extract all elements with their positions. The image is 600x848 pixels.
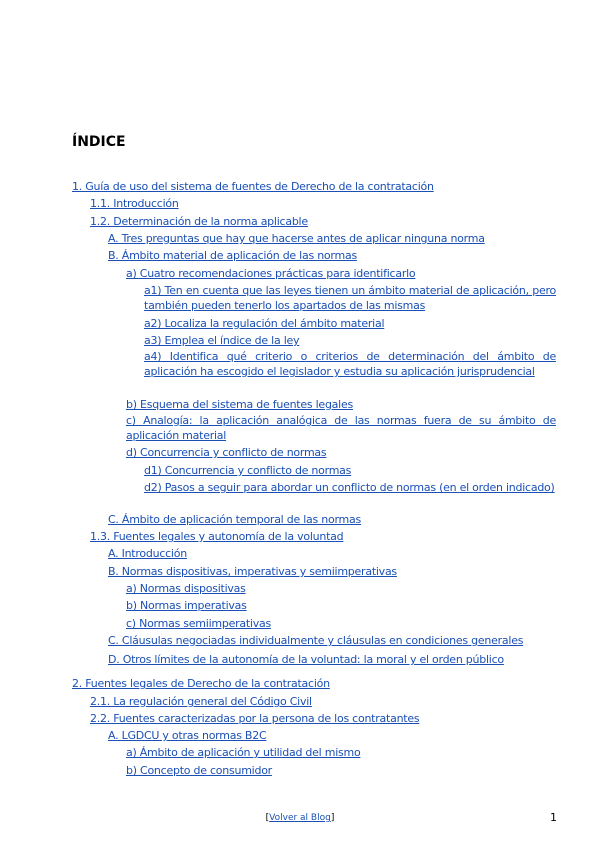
toc-link-2-1[interactable]: 2.1. La regulación general del Código Civil	[90, 695, 312, 708]
page-footer	[0, 813, 600, 823]
toc-link-1-2[interactable]: 1.2. Determinación de la norma aplicable	[90, 215, 308, 228]
toc-link-2-2[interactable]: 2.2. Fuentes caracterizadas por la persona de los contratantes	[90, 712, 420, 725]
toc-link-1-2-b-a3[interactable]: a3) Emplea el índice de la ley	[144, 334, 300, 347]
toc-link-1[interactable]: 1. Guía de uso del sistema de fuentes de Derecho de la contratación	[72, 180, 434, 193]
toc-link-1-2-b-d2[interactable]: d2) Pasos a seguir para abordar un conflicto de normas (en el orden indicado)	[144, 481, 555, 494]
toc-link-1-3-c[interactable]: C. Cláusulas negociadas individualmente y cláusulas en condiciones generales	[108, 634, 524, 647]
toc-link-2[interactable]: 2. Fuentes legales de Derecho de la contratación	[72, 677, 330, 690]
toc-link-1-2-b-d[interactable]: d) Concurrencia y conflicto de normas	[126, 446, 327, 459]
page-number: 1	[550, 811, 557, 824]
toc-link-1-1[interactable]: 1.1. Introducción	[90, 197, 179, 210]
footer-bracket-open: [	[265, 813, 270, 823]
index-title: ÍNDICE	[72, 134, 126, 150]
toc-link-1-2-a[interactable]: A. Tres preguntas que hay que hacerse antes de aplicar ninguna norma	[108, 232, 485, 245]
toc-link-1-2-b-a1[interactable]: a1) Ten en cuenta que las leyes tienen un ámbito material de aplicación, pero también pueden tenerlo los apartados de las mismas	[144, 284, 556, 312]
toc-link-1-2-b-a2[interactable]: a2) Localiza la regulación del ámbito material	[144, 317, 385, 330]
toc-link-1-3-b-a[interactable]: a) Normas dispositivas	[126, 582, 246, 595]
toc-link-1-3-b[interactable]: B. Normas dispositivas, imperativas y semiimperativas	[108, 565, 397, 578]
toc-link-2-2-a-b[interactable]: b) Concepto de consumidor	[126, 764, 272, 777]
toc-link-1-2-b-d1[interactable]: d1) Concurrencia y conflicto de normas	[144, 464, 352, 477]
toc-link-1-2-b-a[interactable]: a) Cuatro recomendaciones prácticas para identificarlo	[126, 267, 416, 280]
toc-link-1-2-b-a4[interactable]: a4) Identifica qué criterio o criterios de determinación del ámbito de aplicación ha escogido el legislador y estudia su aplicación jurisprudencial	[144, 350, 556, 378]
toc-link-1-2-c[interactable]: C. Ámbito de aplicación temporal de las normas	[108, 513, 361, 526]
toc-link-1-3[interactable]: 1.3. Fuentes legales y autonomía de la voluntad	[90, 530, 344, 543]
toc-link-1-3-b-b[interactable]: b) Normas imperativas	[126, 599, 247, 612]
toc-link-1-3-d[interactable]: D. Otros límites de la autonomía de la voluntad: la moral y el orden público	[108, 653, 504, 666]
footer-bracket-close: ]	[330, 813, 335, 823]
toc-link-2-2-a-a[interactable]: a) Ámbito de aplicación y utilidad del mismo	[126, 746, 361, 759]
toc-link-1-2-b-b[interactable]: b) Esquema del sistema de fuentes legales	[126, 398, 353, 411]
back-to-blog-link[interactable]: Volver al Blog	[269, 813, 331, 823]
toc-link-1-2-b[interactable]: B. Ámbito material de aplicación de las normas	[108, 249, 357, 262]
toc-link-1-3-b-c[interactable]: c) Normas semiimperativas	[126, 617, 271, 630]
toc-link-2-2-a[interactable]: A. LGDCU y otras normas B2C	[108, 729, 267, 742]
toc-link-1-3-a[interactable]: A. Introducción	[108, 547, 187, 560]
toc-link-1-2-b-c[interactable]: c) Analogía: la aplicación analógica de las normas fuera de su ámbito de aplicación material	[126, 414, 556, 442]
